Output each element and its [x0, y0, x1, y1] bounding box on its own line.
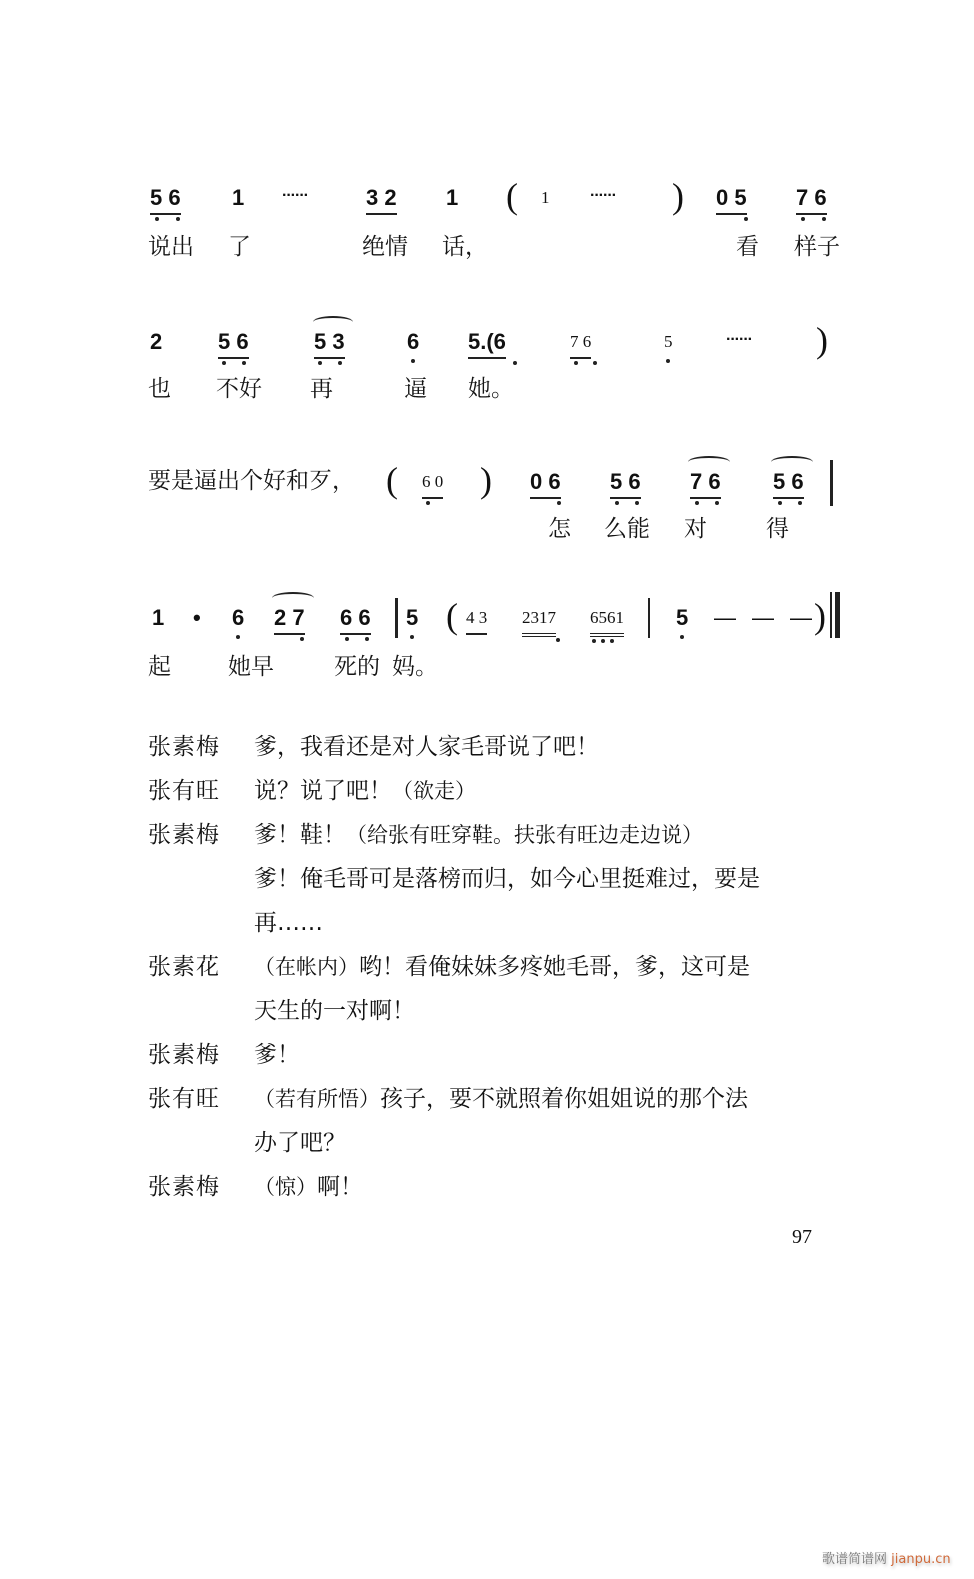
paren-close: ): [672, 176, 684, 216]
lyric: 起: [148, 654, 171, 680]
note: 6: [232, 605, 245, 630]
lyric-row-1: [0, 232, 974, 264]
speech-text: 爹！俺毛哥可是落榜而归，如今心里挺难过，要是: [254, 866, 760, 892]
note-group: 6 0: [422, 468, 443, 499]
low-octave-dot: [176, 217, 180, 221]
dialogue-continuation: [148, 1126, 848, 1170]
low-octave-dot: [365, 637, 369, 641]
dialogue-line: [148, 1170, 848, 1214]
note-group: 2317: [522, 604, 556, 637]
low-octave-dot: [601, 639, 605, 643]
low-octave-dot: [513, 361, 517, 365]
note-group: 5 6: [218, 328, 249, 359]
low-octave-dot: [593, 361, 597, 365]
continuation-dots: ······: [726, 331, 752, 348]
stage-direction: （若有所悟）: [254, 1087, 380, 1111]
low-octave-dot: [338, 361, 342, 365]
lyric: 绝情: [362, 234, 408, 260]
speech-text: 再……: [254, 910, 323, 936]
speech-text: 爹，我看还是对人家毛哥说了吧！: [254, 734, 599, 760]
note-group: 5 6: [773, 468, 804, 499]
low-octave-dot: [574, 361, 578, 365]
note: 5: [406, 605, 419, 630]
paren-open: (: [446, 596, 458, 636]
speaker-name: 张素梅: [148, 734, 220, 760]
low-octave-dot: [801, 217, 805, 221]
low-octave-dot: [222, 361, 226, 365]
paren-close: ): [814, 596, 826, 636]
continuation-dots: ······: [282, 187, 308, 204]
lyric: 样子: [794, 234, 840, 260]
low-octave-dot: [778, 501, 782, 505]
lyric-row-4: [0, 652, 974, 684]
barline: [648, 598, 650, 638]
dash: —: [714, 605, 736, 630]
page-number: 97: [792, 1226, 812, 1248]
watermark-url: jianpu.cn: [891, 1552, 951, 1567]
note-group: 7 6: [690, 468, 721, 499]
low-octave-dot: [680, 635, 684, 639]
stage-direction: （欲走）: [392, 779, 476, 803]
speaker-name: 张有旺: [148, 1086, 220, 1112]
low-octave-dot: [300, 637, 304, 641]
stage-direction: （给张有旺穿鞋。扶张有旺边走边说）: [346, 823, 703, 847]
note: 2: [150, 329, 163, 354]
note-group: 7 6: [570, 328, 591, 359]
lyric: 再: [310, 376, 333, 402]
note: 1: [152, 605, 165, 630]
spoken-lead: 要是逼出个好和歹，: [148, 468, 355, 494]
dialogue-line: [148, 1038, 848, 1082]
barline: [830, 460, 833, 506]
lyric: 看: [736, 234, 759, 260]
lyric: 说出: [148, 234, 194, 260]
lyric: 话，: [442, 234, 488, 260]
speech-text: （惊）啊！: [254, 1174, 363, 1200]
barline: [395, 598, 398, 638]
low-octave-dot: [426, 501, 430, 505]
speech-text: 天生的一对啊！: [254, 998, 415, 1024]
lyric: 她。: [468, 376, 514, 402]
note-group: 7 6: [796, 184, 827, 215]
lyric: 对: [684, 516, 707, 542]
low-octave-dot: [155, 217, 159, 221]
dialogue-line: [148, 950, 848, 994]
note-group: 5 3: [314, 328, 345, 359]
low-octave-dot: [242, 361, 246, 365]
note: 6: [407, 329, 420, 354]
stage-direction: （惊）: [254, 1175, 317, 1199]
dialogue-line: [148, 818, 848, 862]
dialogue-continuation: [148, 994, 848, 1038]
low-octave-dot: [744, 217, 748, 221]
dialogue-line: [148, 774, 848, 818]
lyric: 了: [228, 234, 251, 260]
lyric: 得: [766, 516, 789, 542]
paren-open: (: [386, 460, 398, 500]
low-octave-dot: [610, 639, 614, 643]
speaker-name: 张素花: [148, 954, 220, 980]
watermark-site-name: 歌谱简谱网: [822, 1552, 888, 1567]
final-barline-thin: [830, 592, 832, 638]
lyric-row-3: [0, 514, 974, 546]
note: 5: [664, 332, 673, 351]
low-octave-dot: [345, 637, 349, 641]
speaker-name: 张素梅: [148, 1042, 220, 1068]
paren-open: (: [506, 176, 518, 216]
dialogue-line: [148, 1082, 848, 1126]
low-octave-dot: [798, 501, 802, 505]
note-group: 0 6: [530, 468, 561, 499]
slur: [688, 456, 730, 468]
speaker-name: 张素梅: [148, 1174, 220, 1200]
watermark: [822, 1548, 951, 1567]
speech-text: 爹！: [254, 1042, 300, 1068]
dialogue-continuation: [148, 906, 848, 950]
speech-text: （在帐内）哟！看俺妹妹多疼她毛哥，爹，这可是: [254, 954, 750, 980]
low-octave-dot: [715, 501, 719, 505]
slur: [272, 592, 314, 604]
lyric: 妈。: [392, 654, 438, 680]
low-octave-dot: [666, 359, 670, 363]
lyric: 也: [148, 376, 171, 402]
continuation-dots: ······: [590, 187, 616, 204]
note-group: 3 2: [366, 184, 397, 215]
paren-close: ): [816, 320, 828, 360]
low-octave-dot: [236, 635, 240, 639]
low-octave-dot: [635, 501, 639, 505]
note-group: 5 6: [610, 468, 641, 499]
dash: —: [752, 605, 774, 630]
notation-row-2: [0, 320, 974, 378]
low-octave-dot: [318, 361, 322, 365]
paren-close: ): [480, 460, 492, 500]
speech-text: 办了吧？: [254, 1130, 346, 1156]
speech-text: 爹！鞋！（给张有旺穿鞋。扶张有旺边走边说）: [254, 822, 703, 848]
low-octave-dot: [411, 359, 415, 363]
note-group: 5.(6: [468, 328, 506, 359]
note-group: 6 6: [340, 604, 371, 635]
note: 5: [676, 605, 689, 630]
low-octave-dot: [592, 639, 596, 643]
lyric: 死的: [334, 654, 380, 680]
note-group: 2 7: [274, 604, 305, 635]
note: 1: [541, 188, 550, 207]
final-barline-thick: [835, 592, 840, 638]
note: 1: [232, 185, 245, 210]
lyric-row-2: [0, 374, 974, 406]
dialogue-continuation: [148, 862, 848, 906]
lyric: 她早: [228, 654, 274, 680]
speech-text: （若有所悟）孩子，要不就照着你姐姐说的那个法: [254, 1086, 748, 1112]
notation-row-1: [0, 176, 974, 234]
low-octave-dot: [695, 501, 699, 505]
dash: —: [790, 605, 812, 630]
note: 1: [446, 185, 459, 210]
low-octave-dot: [822, 217, 826, 221]
lyric: 怎: [548, 516, 571, 542]
low-octave-dot: [615, 501, 619, 505]
note-group: 6561: [590, 604, 624, 637]
low-octave-dot: [556, 638, 560, 642]
slur: [771, 456, 813, 468]
lyric: 么能: [604, 516, 650, 542]
speaker-name: 张素梅: [148, 822, 220, 848]
slur: [313, 316, 353, 328]
notation-row-3: [0, 460, 974, 518]
lyric: 逼: [404, 376, 427, 402]
speaker-name: 张有旺: [148, 778, 220, 804]
note-group: 4 3: [466, 604, 487, 635]
note-group: 0 5: [716, 184, 747, 215]
dialogue-block: [148, 730, 848, 1214]
notation-row-4: [0, 596, 974, 654]
low-octave-dot: [557, 501, 561, 505]
speech-text: 说？说了吧！（欲走）: [254, 778, 476, 804]
note-group: 5 6: [150, 184, 181, 215]
lyric: 不好: [216, 376, 262, 402]
low-octave-dot: [410, 635, 414, 639]
dialogue-line: [148, 730, 848, 774]
augmentation-dot: •: [193, 605, 201, 630]
stage-direction: （在帐内）: [254, 955, 359, 979]
